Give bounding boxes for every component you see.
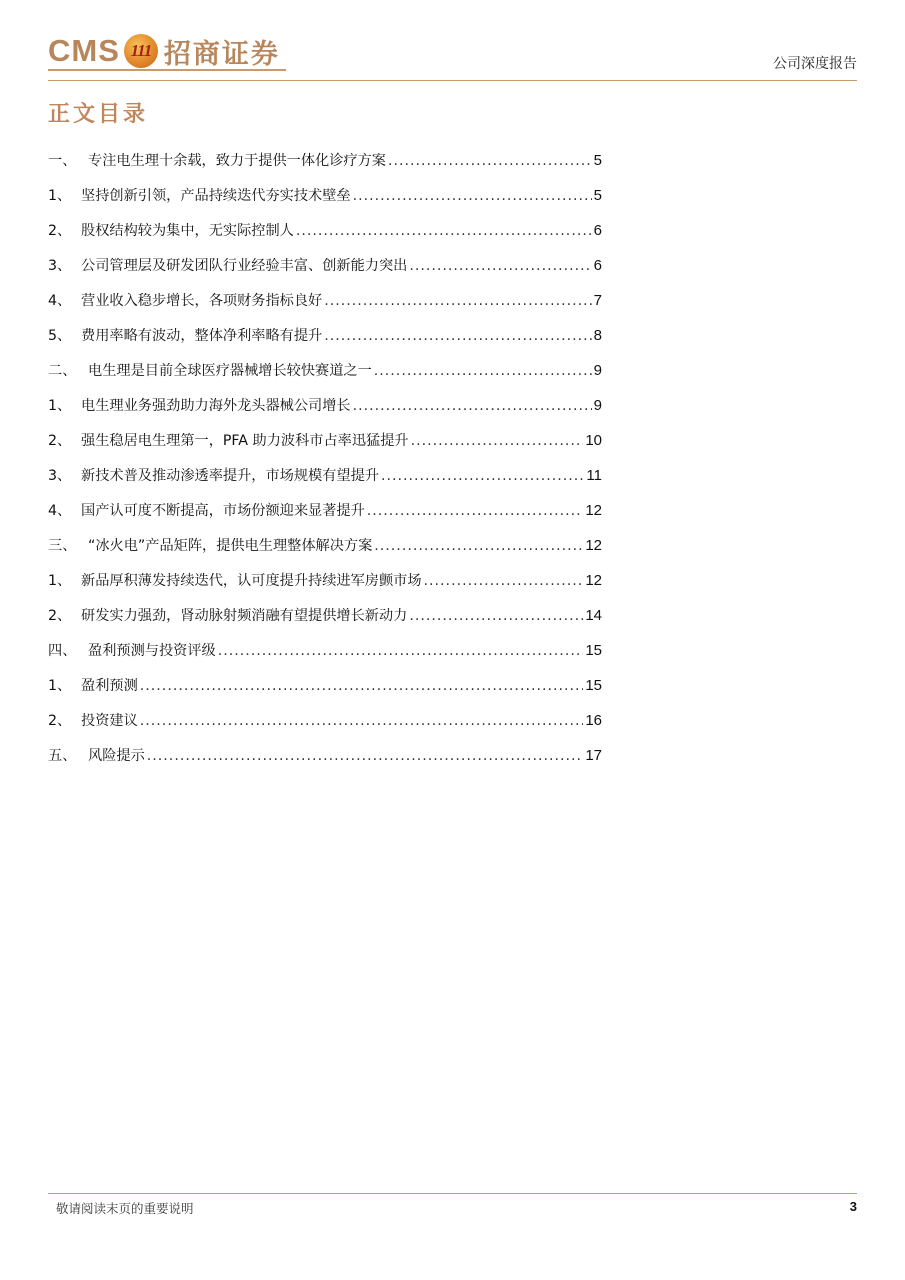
toc-entry-title: 电生理是目前全球医疗器械增长较快赛道之一 [88,363,372,379]
toc-entry-page: 15 [585,677,602,694]
logo-badge-icon [124,34,158,68]
toc-entry-title: “冰火电”产品矩阵，提供电生理整体解决方案 [88,538,373,554]
toc-title: 正文目录 [48,102,149,127]
toc-entry[interactable] [48,675,602,710]
toc-entry-title: 强生稳居电生理第一，PFA 助力波科市占率迅猛提升 [81,433,409,449]
toc-entry-number: 1、 [48,678,72,694]
toc-entry[interactable] [48,325,602,360]
toc-entry-page: 10 [585,432,602,449]
toc-dot-leader [409,258,591,274]
toc-entry-page: 9 [593,397,602,414]
toc-entry-page: 17 [585,747,602,764]
toc-entry[interactable] [48,220,602,255]
page-header [0,0,905,84]
toc-entry-number: 1、 [48,398,72,414]
toc-entry[interactable] [48,710,602,745]
toc-entry[interactable] [48,570,602,605]
toc-entry-number: 三、 [48,538,77,554]
toc-dot-leader [324,293,591,309]
toc-entry-number: 2、 [48,713,72,729]
footer-divider [48,1193,857,1194]
toc-entry-title: 专注电生理十余载，致力于提供一体化诊疗方案 [88,153,386,169]
toc-dot-leader [424,573,584,589]
toc-entry-number: 2、 [48,433,72,449]
toc-entry-page: 8 [593,327,602,344]
toc-dot-leader [324,328,591,344]
toc-dot-leader [353,398,592,414]
toc-entry-title: 风险提示 [88,748,145,764]
toc-entry-number: 1、 [48,573,72,589]
toc-entry-title: 投资建议 [81,713,138,729]
toc-entry-page: 6 [593,222,602,239]
toc-entry-number: 2、 [48,223,72,239]
toc-entry[interactable] [48,150,602,185]
toc-entry-title: 电生理业务强劲助力海外龙头器械公司增长 [81,398,351,414]
toc-entry-title: 股权结构较为集中，无实际控制人 [81,223,294,239]
toc-dot-leader [388,153,592,169]
toc-entry-number: 二、 [48,363,77,379]
toc-dot-leader [381,468,584,484]
toc-entry-title: 盈利预测与投资评级 [88,643,216,659]
toc-entry[interactable] [48,500,602,535]
logo-latin-text: CMS [48,33,120,68]
toc-entry-number: 四、 [48,643,77,659]
toc-entry-number: 3、 [48,468,72,484]
toc-entry[interactable] [48,465,602,500]
toc-entry[interactable] [48,290,602,325]
toc-dot-leader [374,538,583,554]
toc-entry-page: 15 [585,642,602,659]
toc-entry[interactable] [48,605,602,640]
toc-dot-leader [409,608,583,624]
toc-entry-number: 一、 [48,153,77,169]
toc-dot-leader [296,223,592,239]
page-number: 3 [849,1199,857,1214]
toc-entry-page: 16 [585,712,602,729]
toc-entry-title: 公司管理层及研发团队行业经验丰富、创新能力突出 [81,258,408,274]
toc-entry-number: 5、 [48,328,72,344]
toc-entry-number: 1、 [48,188,72,204]
toc-entry-title: 新品厚积薄发持续迭代，认可度提升持续进军房颤市场 [81,573,422,589]
logo-chinese-text: 招商证券 [163,38,280,70]
toc-entry-title: 新技术普及推动渗透率提升，市场规模有望提升 [81,468,379,484]
toc-dot-leader [353,188,592,204]
toc-dot-leader [218,643,584,659]
toc-entry-page: 7 [593,292,602,309]
toc-dot-leader [411,433,584,449]
toc-entry-number: 4、 [48,503,72,519]
toc-entry-page: 9 [593,362,602,379]
toc-entry[interactable] [48,360,602,395]
logo-underline [48,69,286,71]
toc-entry-page: 5 [593,152,602,169]
logo-badge-text: 111 [130,41,152,60]
toc-dot-leader [147,748,584,764]
toc-entry-title: 费用率略有波动，整体净利率略有提升 [81,328,323,344]
toc-entry[interactable] [48,255,602,290]
header-divider [48,80,857,81]
toc-dot-leader [140,678,584,694]
toc-entry-title: 研发实力强劲，肾动脉射频消融有望提供增长新动力 [81,608,408,624]
toc-dot-leader [374,363,592,379]
toc-entry-number: 2、 [48,608,72,624]
toc-entry[interactable] [48,640,602,675]
toc-entry[interactable] [48,395,602,430]
toc-entry-title: 坚持创新引领，产品持续迭代夯实技术壁垒 [81,188,351,204]
toc-entry-title: 国产认可度不断提高，市场份额迎来显著提升 [81,503,365,519]
table-of-contents [48,150,602,780]
toc-entry-number: 3、 [48,258,72,274]
toc-entry-page: 6 [593,257,602,274]
toc-dot-leader [140,713,584,729]
toc-entry-page: 11 [586,467,602,484]
toc-entry[interactable] [48,185,602,220]
toc-entry-number: 4、 [48,293,72,309]
toc-entry[interactable] [48,430,602,465]
company-logo [48,30,280,72]
toc-entry-page: 12 [585,537,602,554]
toc-entry[interactable] [48,535,602,570]
toc-entry-title: 营业收入稳步增长，各项财务指标良好 [81,293,323,309]
report-type-label: 公司深度报告 [773,56,857,72]
toc-entry[interactable] [48,745,602,780]
toc-dot-leader [367,503,584,519]
toc-entry-page: 5 [593,187,602,204]
footer-disclaimer-note: 敬请阅读末页的重要说明 [56,1201,194,1216]
toc-entry-page: 12 [585,502,602,519]
toc-entry-page: 14 [585,607,602,624]
toc-entry-title: 盈利预测 [81,678,138,694]
toc-entry-page: 12 [585,572,602,589]
toc-entry-number: 五、 [48,748,77,764]
